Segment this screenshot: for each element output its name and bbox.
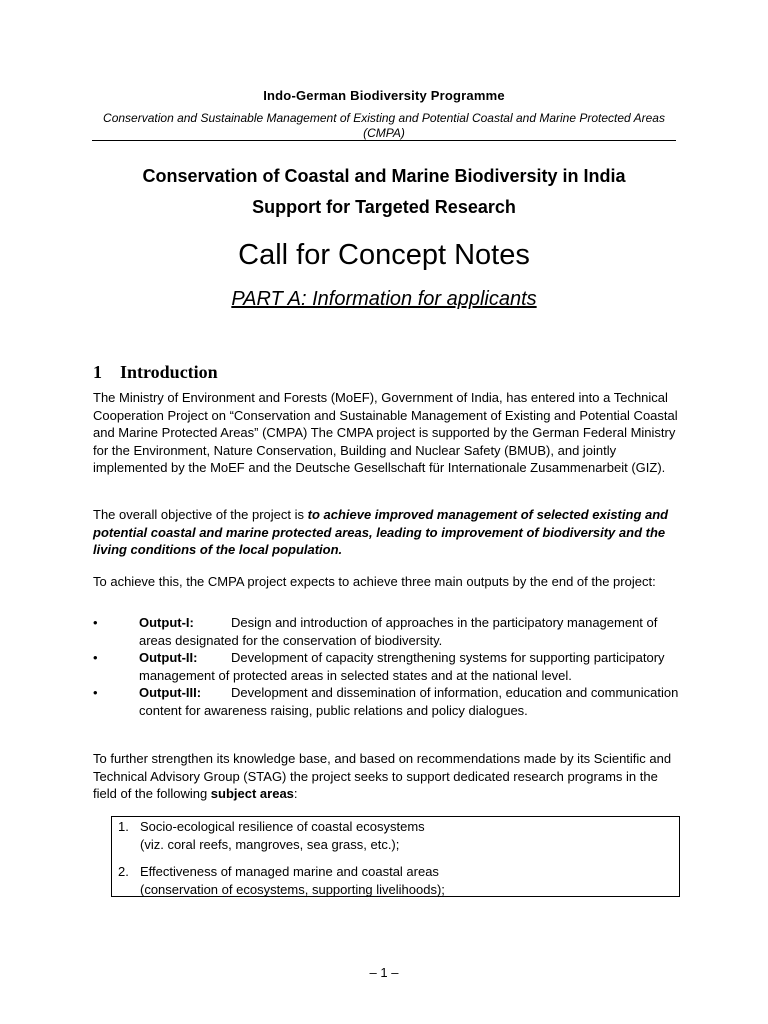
part-heading: PART A: Information for applicants <box>231 288 537 310</box>
output-label: Output-II: <box>139 650 198 665</box>
section-heading <box>93 362 218 383</box>
header-divider <box>92 140 676 141</box>
list-item <box>118 818 673 853</box>
subject-areas-box <box>111 816 680 897</box>
subject-title: Socio-ecological resilience of coastal ecosystems <box>140 819 425 834</box>
item-number: 1. <box>118 819 129 834</box>
bullet-marker: • <box>93 650 98 665</box>
page-number: – 1 – <box>369 965 399 980</box>
subject-areas-term: subject areas <box>210 786 294 801</box>
bullet-marker: • <box>93 615 98 630</box>
subject-title: Effectiveness of managed marine and coastal areas <box>140 864 439 879</box>
section-title: Introduction <box>120 362 218 382</box>
project-subtitle: Conservation and Sustainable Management of Existing and Potential Coastal and Marine Protected Areas (CMPA) <box>103 111 665 140</box>
call-heading: Call for Concept Notes <box>238 239 530 271</box>
objective-statement: to achieve improved management of selected existing and potential coastal and marine protected areas, leading to improvement of biodiversity and the living conditions of the local population. <box>93 507 669 557</box>
objective-paragraph <box>93 506 679 559</box>
output-text: Development and dissemination of information, education and communication content for awareness raising, public relations and policy dialogues. <box>139 685 679 718</box>
document-title: Conservation of Coastal and Marine Biodiversity in India <box>142 166 626 186</box>
intro-paragraph: The Ministry of Environment and Forests (MoEF), Government of India, has entered into a Technical Cooperation Project on “Conservation and Sustainable Management of Existing and Potential Coastal and Marine Protected Areas” (CMPA) The CMPA project is supported by the German Federal Ministry for the Environment, Nature Conservation, Building and Nuclear Safety (BMUB), and jointly implemented by the MoEF and the Deutsche Gesellschaft für Internationale Zusammenarbeit (GIZ). <box>93 390 678 475</box>
section-number: 1 <box>93 362 102 382</box>
output-label: Output-III: <box>139 685 202 700</box>
outputs-intro-paragraph: To achieve this, the CMPA project expects to achieve three main outputs by the end of the project: <box>93 574 656 589</box>
outputs-list <box>93 614 679 719</box>
output-text: Design and introduction of approaches in the participatory management of areas designated for the conservation of biodiversity. <box>139 615 658 648</box>
output-label: Output-I: <box>139 615 194 630</box>
item-number: 2. <box>118 864 129 879</box>
list-item <box>93 684 679 719</box>
list-item <box>118 863 673 898</box>
subject-detail: (conservation of ecosystems, supporting livelihoods); <box>140 881 445 897</box>
list-item <box>93 649 679 684</box>
subject-areas-paragraph <box>93 750 679 803</box>
list-item <box>93 614 679 649</box>
subject-areas-lead: To further strengthen its knowledge base, and based on recommendations made by its Scientific and Technical Advisory Group (STAG) the project seeks to support dedicated research programs in the field of the following <box>93 751 672 801</box>
objective-lead: The overall objective of the project is <box>93 507 308 522</box>
subject-detail: (viz. coral reefs, mangroves, sea grass, etc.); <box>140 836 400 852</box>
output-text: Development of capacity strengthening systems for supporting participatory management of protected areas in selected states and at the national level. <box>139 650 665 683</box>
bullet-marker: • <box>93 685 98 700</box>
subject-areas-colon: : <box>293 786 298 801</box>
document-subtitle: Support for Targeted Research <box>252 197 516 217</box>
programme-title: Indo-German Biodiversity Programme <box>263 88 505 103</box>
